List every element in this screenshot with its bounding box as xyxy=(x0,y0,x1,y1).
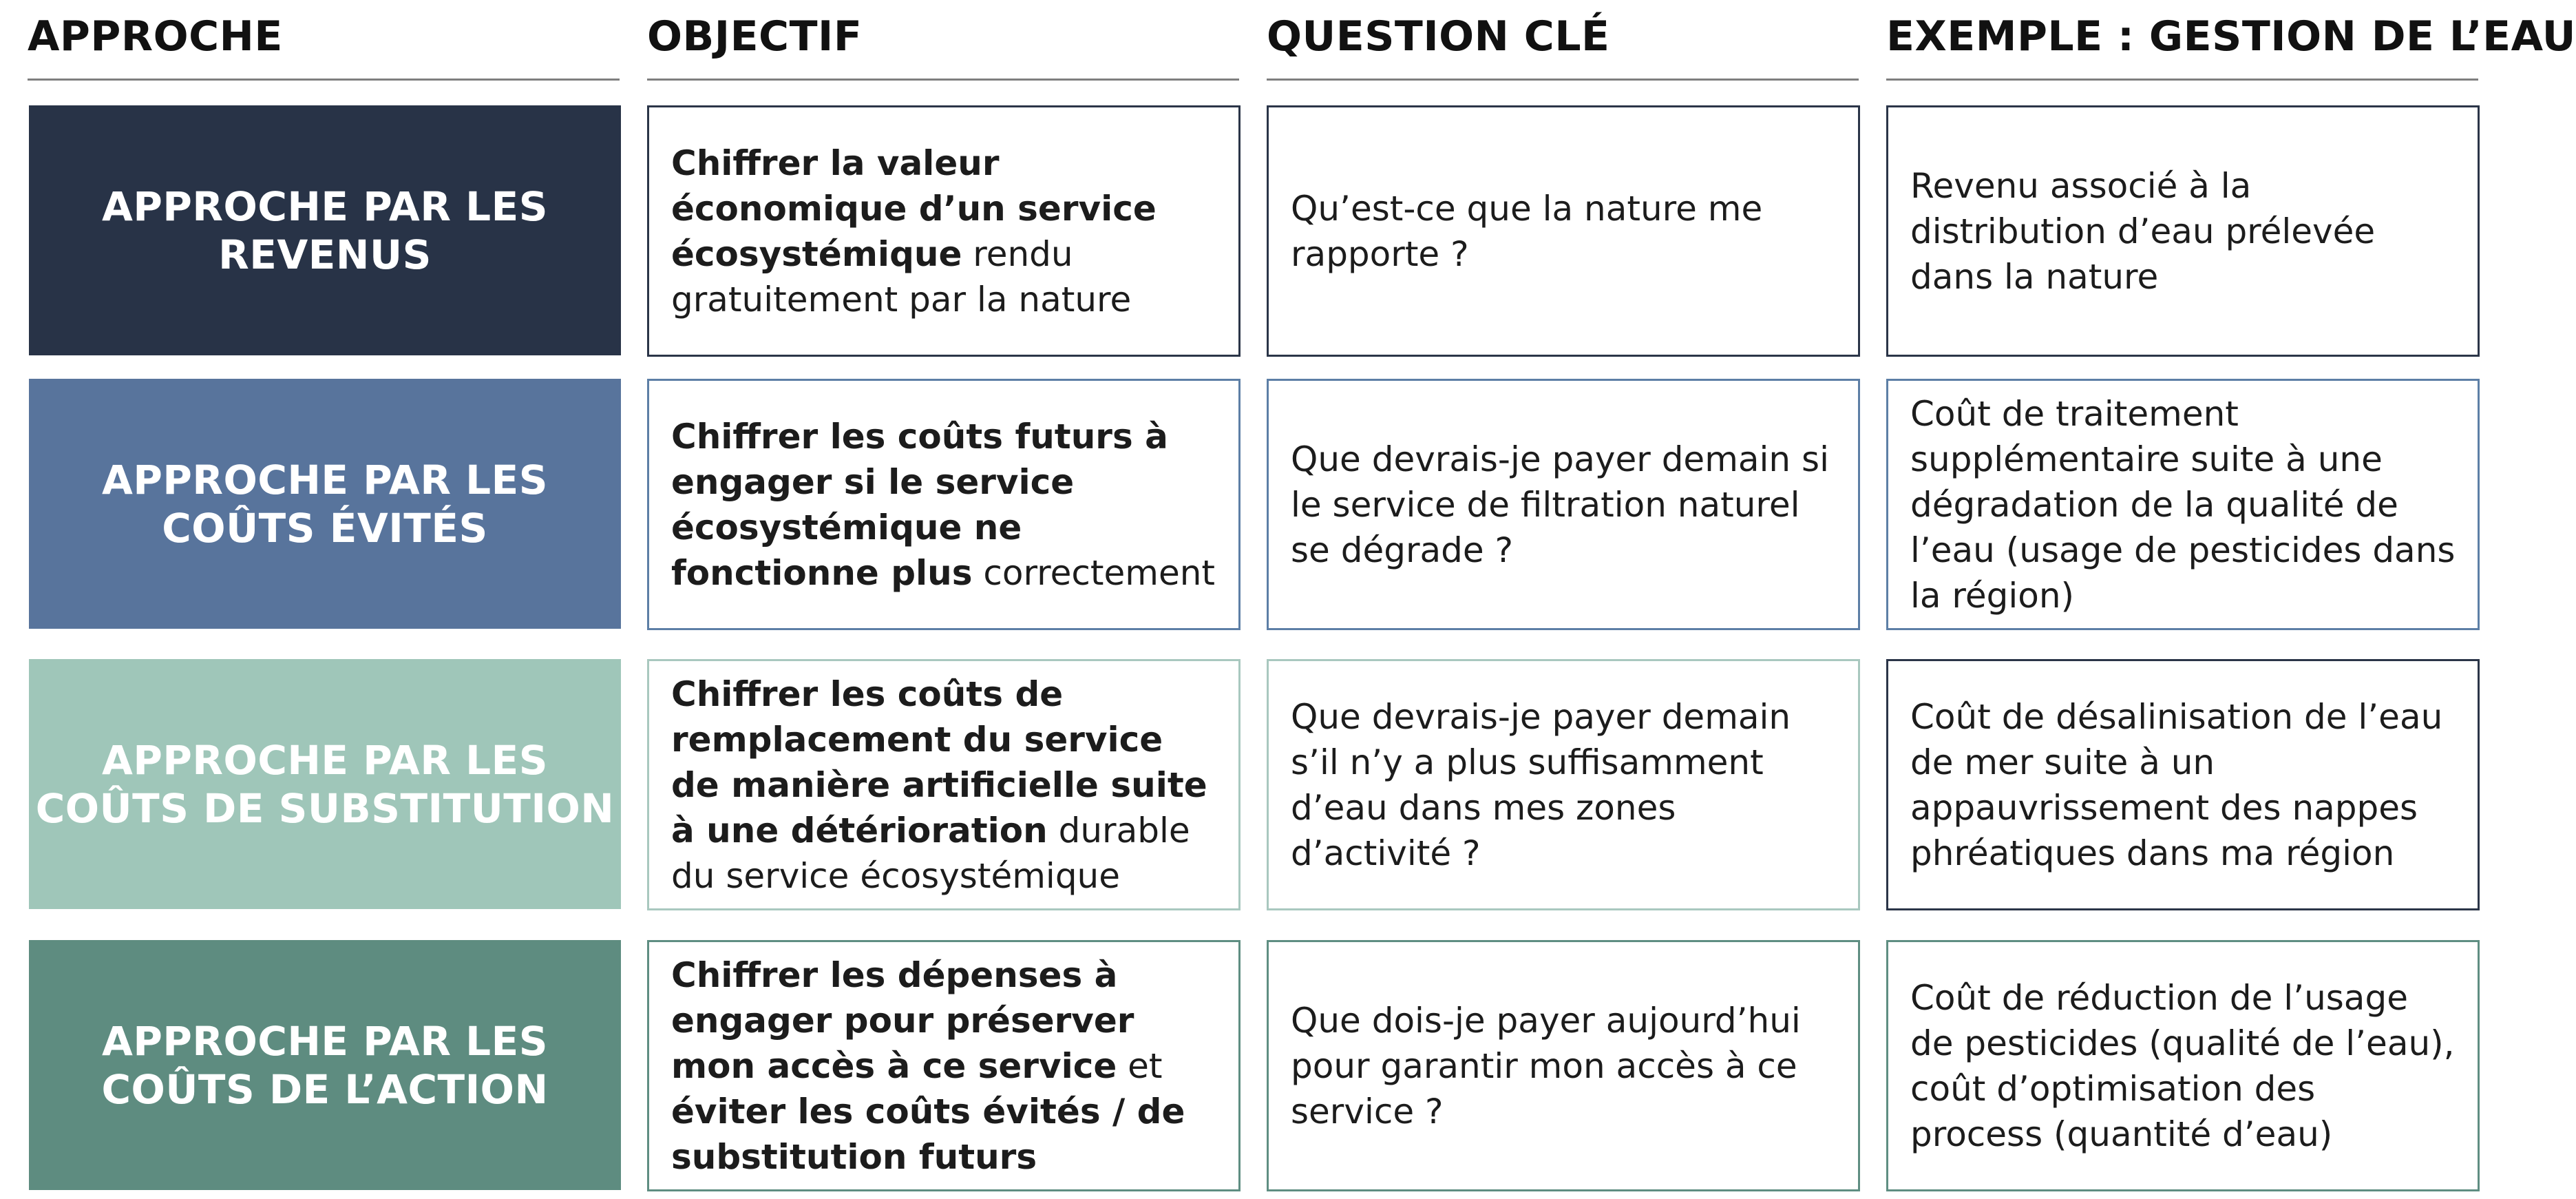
approach-label-line1: APPROCHE PAR LES xyxy=(101,456,549,503)
question-cell xyxy=(1267,105,1860,357)
exemple-cell xyxy=(1886,105,2480,357)
exemple-text: Coût de réduction de l’usage de pesticides (qualité de l’eau), coût d’optimisation des process (quantité d’eau) xyxy=(1910,977,2455,1154)
approach-label-line2: REVENUS xyxy=(218,231,432,278)
approach-label-line2: COÛTS DE L’ACTION xyxy=(101,1065,549,1113)
exemple-cell xyxy=(1886,659,2480,910)
header-question-cle: QUESTION CLÉ xyxy=(1267,12,1859,81)
approach-couts-action xyxy=(29,940,621,1190)
table-row-couts-evites xyxy=(0,379,2505,630)
approach-label-line1: APPROCHE PAR LES xyxy=(101,736,549,784)
objectif-bold-text: Chiffrer les dépenses à engager pour préserver mon accès à ce service xyxy=(671,955,1134,1086)
question-text: Que devrais-je payer demain si le service de filtration naturel se dégrade ? xyxy=(1291,439,1829,570)
exemple-text: Coût de désalinisation de l’eau de mer suite à un appauvrissement des nappes phréatiques dans ma région xyxy=(1910,696,2443,873)
objectif-text: rendu gratuitement par la nature xyxy=(671,233,1132,320)
objectif-text: et xyxy=(1117,1045,1163,1086)
objectif-bold-text: Chiffrer les coûts futurs à engager si le service écosystémique ne fonctionne plus xyxy=(671,416,1168,593)
approach-couts-evites xyxy=(29,379,621,629)
header-approche: APPROCHE xyxy=(28,12,620,81)
objectif-cell xyxy=(647,105,1241,357)
header-objectif: OBJECTIF xyxy=(647,12,1239,81)
table-row-couts-action xyxy=(0,940,2505,1191)
header-exemple: EXEMPLE : GESTION DE L’EAU xyxy=(1886,12,2478,81)
objectif-bold-text: Chiffrer la valeur économique d’un service écosystémique xyxy=(671,143,1157,274)
question-cell xyxy=(1267,379,1860,630)
objectif-cell xyxy=(647,659,1241,910)
question-cell xyxy=(1267,659,1860,910)
exemple-cell xyxy=(1886,940,2480,1191)
exemple-text: Revenu associé à la distribution d’eau prélevée dans la nature xyxy=(1910,165,2376,297)
approach-label-line2: COÛTS DE SUBSTITUTION xyxy=(35,784,615,832)
approach-couts-substitution xyxy=(29,659,621,909)
table-row-revenus xyxy=(0,105,2505,357)
approach-label-line2: COÛTS ÉVITÉS xyxy=(162,504,488,552)
approach-label-line1: APPROCHE PAR LES xyxy=(101,183,549,230)
objectif-text: correctement xyxy=(972,552,1216,593)
objectif-cell xyxy=(647,940,1241,1191)
question-cell xyxy=(1267,940,1860,1191)
exemple-cell xyxy=(1886,379,2480,630)
approach-revenus xyxy=(29,105,621,355)
objectif-bold-text: Chiffrer les coûts de remplacement du service de manière artificielle suite à une détérioration xyxy=(671,674,1207,851)
question-text: Que dois-je payer aujourd’hui pour garantir mon accès à ce service ? xyxy=(1291,1000,1801,1132)
objectif-bold-text-2: éviter les coûts évités / de substitution futurs xyxy=(671,1091,1185,1177)
exemple-text: Coût de traitement supplémentaire suite à une dégradation de la qualité de l’eau (usage de pesticides dans la région) xyxy=(1910,393,2456,616)
objectif-cell xyxy=(647,379,1241,630)
question-text: Qu’est-ce que la nature me rapporte ? xyxy=(1291,188,1763,274)
question-text: Que devrais-je payer demain s’il n’y a plus suffisamment d’eau dans mes zones d’activité ? xyxy=(1291,696,1791,873)
approach-label-line1: APPROCHE PAR LES xyxy=(101,1017,549,1065)
table-row-couts-substitution xyxy=(0,659,2505,910)
objectif-text: durable du service écosystémique xyxy=(671,810,1190,896)
